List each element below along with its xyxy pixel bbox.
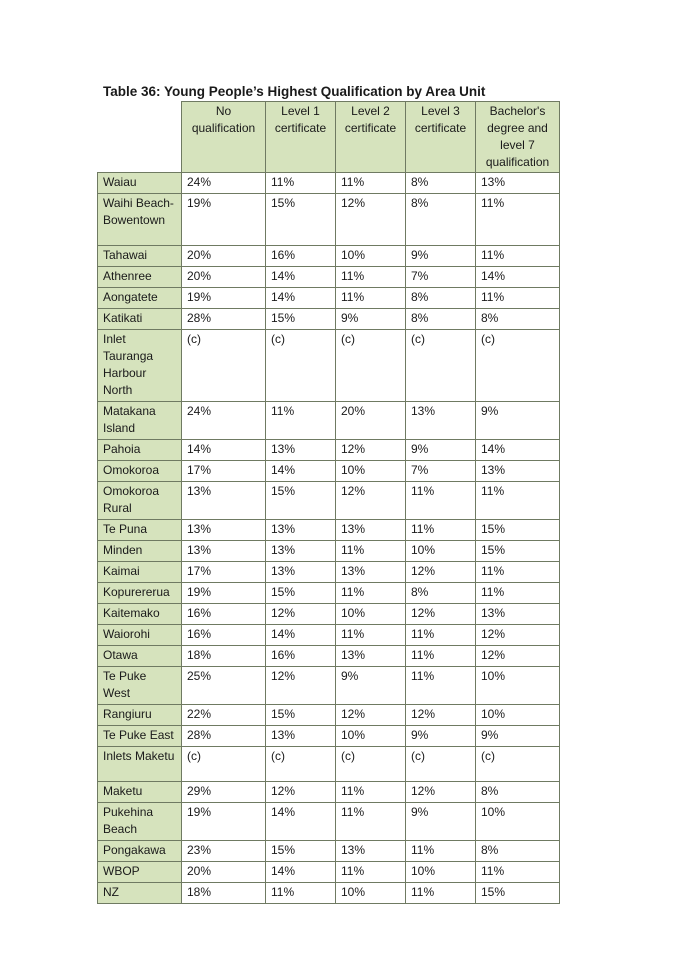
value-cell: 13% [336, 520, 406, 541]
value-cell: 9% [476, 726, 560, 747]
value-cell: 9% [476, 402, 560, 440]
column-header: Level 1 certificate [266, 102, 336, 173]
value-cell: 11% [336, 267, 406, 288]
value-cell: 13% [266, 520, 336, 541]
value-cell: 11% [336, 583, 406, 604]
value-cell: 13% [182, 541, 266, 562]
value-cell: 18% [182, 883, 266, 904]
value-cell: (c) [182, 330, 266, 402]
value-cell: 9% [406, 246, 476, 267]
value-cell: 11% [406, 646, 476, 667]
value-cell: 11% [336, 625, 406, 646]
value-cell: 14% [476, 440, 560, 461]
table-row [98, 562, 560, 583]
header-row [98, 102, 560, 173]
value-cell: 25% [182, 667, 266, 705]
value-cell: 28% [182, 309, 266, 330]
value-cell: 11% [406, 667, 476, 705]
value-cell: 8% [406, 173, 476, 194]
value-cell: (c) [266, 747, 336, 782]
value-cell: 12% [476, 625, 560, 646]
value-cell: 8% [406, 583, 476, 604]
area-unit-cell: Inlets Maketu [98, 747, 182, 782]
table-row [98, 194, 560, 246]
value-cell: 11% [266, 883, 336, 904]
area-unit-cell: Rangiuru [98, 705, 182, 726]
column-header: No qualification [182, 102, 266, 173]
value-cell: (c) [406, 747, 476, 782]
value-cell: 16% [266, 246, 336, 267]
value-cell: 7% [406, 267, 476, 288]
value-cell: 10% [406, 862, 476, 883]
value-cell: 8% [476, 309, 560, 330]
value-cell: 11% [336, 541, 406, 562]
value-cell: 14% [266, 267, 336, 288]
value-cell: 10% [336, 246, 406, 267]
value-cell: 23% [182, 841, 266, 862]
value-cell: 15% [266, 841, 336, 862]
table-row [98, 841, 560, 862]
value-cell: 15% [266, 482, 336, 520]
area-unit-cell: Kaimai [98, 562, 182, 583]
qualification-table [97, 101, 560, 904]
table-row [98, 726, 560, 747]
value-cell: 12% [406, 782, 476, 803]
table-row [98, 520, 560, 541]
value-cell: 24% [182, 173, 266, 194]
value-cell: 8% [406, 194, 476, 246]
value-cell: 13% [266, 541, 336, 562]
value-cell: 19% [182, 803, 266, 841]
area-unit-cell: WBOP [98, 862, 182, 883]
value-cell: 9% [406, 803, 476, 841]
area-unit-cell: Waiorohi [98, 625, 182, 646]
value-cell: (c) [336, 330, 406, 402]
area-unit-cell: Pukehina Beach [98, 803, 182, 841]
value-cell: 14% [266, 803, 336, 841]
value-cell: 22% [182, 705, 266, 726]
value-cell: 20% [336, 402, 406, 440]
value-cell: 15% [266, 705, 336, 726]
value-cell: 10% [336, 883, 406, 904]
value-cell: 13% [266, 726, 336, 747]
value-cell: 17% [182, 562, 266, 583]
value-cell: 7% [406, 461, 476, 482]
value-cell: 13% [266, 440, 336, 461]
value-cell: 10% [406, 541, 476, 562]
value-cell: 15% [476, 541, 560, 562]
value-cell: 14% [266, 862, 336, 883]
table-body [98, 173, 560, 904]
table-row [98, 440, 560, 461]
value-cell: 13% [476, 461, 560, 482]
value-cell: 9% [336, 667, 406, 705]
value-cell: 14% [476, 267, 560, 288]
value-cell: 11% [476, 862, 560, 883]
table-row [98, 482, 560, 520]
value-cell: 10% [336, 461, 406, 482]
area-unit-cell: Maketu [98, 782, 182, 803]
value-cell: 10% [336, 604, 406, 625]
value-cell: 8% [406, 309, 476, 330]
value-cell: 8% [476, 782, 560, 803]
table-row [98, 883, 560, 904]
value-cell: 12% [336, 482, 406, 520]
value-cell: 15% [476, 883, 560, 904]
column-header: Level 2 certificate [336, 102, 406, 173]
table-row [98, 461, 560, 482]
value-cell: 18% [182, 646, 266, 667]
value-cell: 12% [266, 782, 336, 803]
value-cell: 10% [476, 667, 560, 705]
value-cell: 11% [336, 782, 406, 803]
value-cell: 20% [182, 862, 266, 883]
value-cell: 12% [266, 604, 336, 625]
value-cell: 9% [406, 440, 476, 461]
value-cell: (c) [476, 330, 560, 402]
value-cell: 11% [476, 583, 560, 604]
table-row [98, 330, 560, 402]
value-cell: 9% [336, 309, 406, 330]
value-cell: 20% [182, 267, 266, 288]
table-row [98, 803, 560, 841]
value-cell: 19% [182, 583, 266, 604]
value-cell: 12% [406, 705, 476, 726]
value-cell: 11% [406, 883, 476, 904]
value-cell: 8% [406, 288, 476, 309]
value-cell: (c) [476, 747, 560, 782]
value-cell: 11% [406, 625, 476, 646]
area-unit-cell: Athenree [98, 267, 182, 288]
value-cell: 13% [182, 520, 266, 541]
value-cell: 14% [182, 440, 266, 461]
area-unit-cell: Kopurererua [98, 583, 182, 604]
table-row [98, 402, 560, 440]
value-cell: 10% [476, 705, 560, 726]
value-cell: 15% [266, 583, 336, 604]
area-unit-cell: Te Puke East [98, 726, 182, 747]
value-cell: 12% [266, 667, 336, 705]
value-cell: 11% [476, 482, 560, 520]
table-row [98, 862, 560, 883]
table-row [98, 667, 560, 705]
value-cell: 12% [336, 194, 406, 246]
value-cell: 17% [182, 461, 266, 482]
area-unit-cell: Inlet Tauranga Harbour North [98, 330, 182, 402]
area-unit-cell: Pahoia [98, 440, 182, 461]
value-cell: 15% [266, 194, 336, 246]
area-unit-cell: Omokoroa Rural [98, 482, 182, 520]
value-cell: 13% [476, 173, 560, 194]
value-cell: 11% [336, 173, 406, 194]
table-row [98, 747, 560, 782]
value-cell: 24% [182, 402, 266, 440]
table-row [98, 646, 560, 667]
value-cell: (c) [406, 330, 476, 402]
value-cell: 12% [406, 604, 476, 625]
value-cell: 16% [182, 625, 266, 646]
value-cell: 15% [476, 520, 560, 541]
area-unit-cell: Waiau [98, 173, 182, 194]
value-cell: 14% [266, 461, 336, 482]
table-row [98, 625, 560, 646]
area-unit-cell: Aongatete [98, 288, 182, 309]
value-cell: 11% [476, 246, 560, 267]
table-row [98, 288, 560, 309]
value-cell: 11% [336, 288, 406, 309]
value-cell: 9% [406, 726, 476, 747]
value-cell: 29% [182, 782, 266, 803]
value-cell: 28% [182, 726, 266, 747]
value-cell: 12% [336, 440, 406, 461]
area-unit-cell: Minden [98, 541, 182, 562]
area-unit-cell: Kaitemako [98, 604, 182, 625]
value-cell: 12% [336, 705, 406, 726]
area-unit-cell: Otawa [98, 646, 182, 667]
column-header: Bachelor's degree and level 7 qualification [476, 102, 560, 173]
table-row [98, 267, 560, 288]
value-cell: 13% [182, 482, 266, 520]
value-cell: (c) [182, 747, 266, 782]
value-cell: 14% [266, 288, 336, 309]
table-row [98, 604, 560, 625]
value-cell: 13% [336, 841, 406, 862]
area-unit-cell: NZ [98, 883, 182, 904]
value-cell: 15% [266, 309, 336, 330]
area-unit-cell: Katikati [98, 309, 182, 330]
table-row [98, 173, 560, 194]
value-cell: 19% [182, 288, 266, 309]
value-cell: 11% [406, 482, 476, 520]
value-cell: 12% [476, 646, 560, 667]
value-cell: 13% [266, 562, 336, 583]
column-header: Level 3 certificate [406, 102, 476, 173]
value-cell: 13% [476, 604, 560, 625]
value-cell: 11% [336, 862, 406, 883]
value-cell: (c) [266, 330, 336, 402]
value-cell: 11% [266, 173, 336, 194]
area-unit-cell: Tahawai [98, 246, 182, 267]
value-cell: 11% [476, 562, 560, 583]
value-cell: 13% [336, 562, 406, 583]
value-cell: (c) [336, 747, 406, 782]
table-row [98, 583, 560, 604]
area-unit-cell: Matakana Island [98, 402, 182, 440]
value-cell: 11% [476, 194, 560, 246]
value-cell: 11% [476, 288, 560, 309]
area-unit-cell: Te Puke West [98, 667, 182, 705]
value-cell: 12% [406, 562, 476, 583]
value-cell: 11% [336, 803, 406, 841]
table-title: Table 36: Young People’s Highest Qualification by Area Unit [103, 84, 486, 99]
value-cell: 11% [406, 841, 476, 862]
header-corner-cell [98, 102, 182, 173]
value-cell: 19% [182, 194, 266, 246]
area-unit-cell: Pongakawa [98, 841, 182, 862]
area-unit-cell: Omokoroa [98, 461, 182, 482]
value-cell: 11% [406, 520, 476, 541]
value-cell: 10% [476, 803, 560, 841]
value-cell: 11% [266, 402, 336, 440]
value-cell: 16% [266, 646, 336, 667]
table-row [98, 246, 560, 267]
value-cell: 13% [336, 646, 406, 667]
table-row [98, 309, 560, 330]
value-cell: 13% [406, 402, 476, 440]
value-cell: 16% [182, 604, 266, 625]
value-cell: 10% [336, 726, 406, 747]
value-cell: 14% [266, 625, 336, 646]
value-cell: 8% [476, 841, 560, 862]
table-row [98, 782, 560, 803]
value-cell: 20% [182, 246, 266, 267]
table-row [98, 541, 560, 562]
table-row [98, 705, 560, 726]
area-unit-cell: Te Puna [98, 520, 182, 541]
area-unit-cell: Waihi Beach-Bowentown [98, 194, 182, 246]
